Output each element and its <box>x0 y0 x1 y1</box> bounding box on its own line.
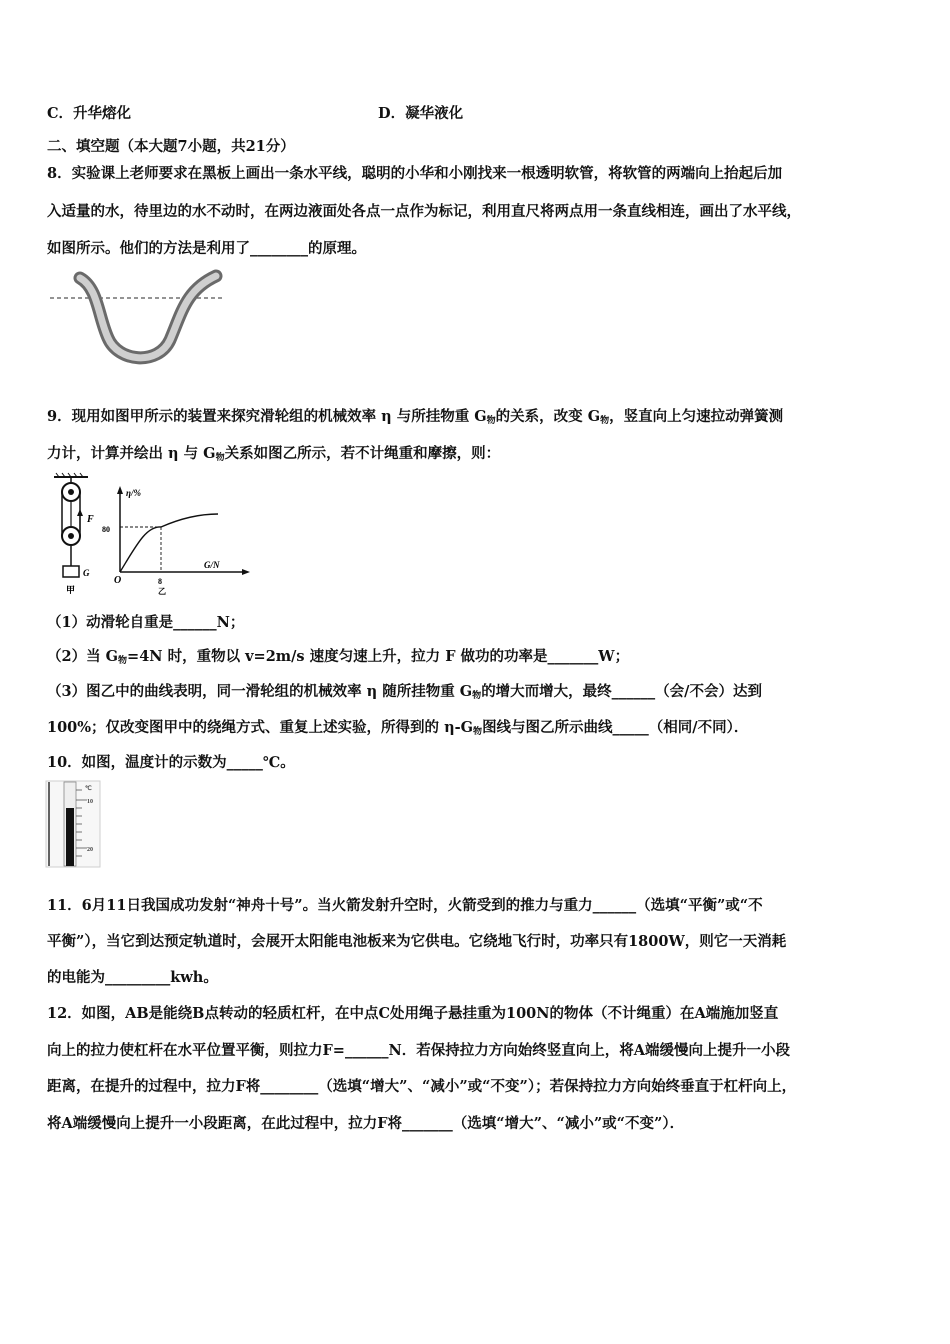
q9-line1: 9．现用如图甲所示的装置来探究滑轮组的机械效率 η 与所挂物重 $G_物$的关系，改变 $G_物$，竖直向上匀速拉动弹簧测 <box>47 408 784 426</box>
q12-line1: 12．如图，AB是能绕B点转动的轻质杠杆，在中点C处用绳子悬挂重为100N的物体（不计绳重）在A端施加竖直 <box>47 1005 779 1022</box>
force-label: F <box>87 514 94 525</box>
q9-sub2: （2）当 $G_物=4N$ 时，重物以 v=2m/s 速度匀速上升，拉力 F 做功的功率是_______W； <box>47 648 630 666</box>
origin-label: O <box>114 575 122 586</box>
q9-sub3-line1: （3）图乙中的曲线表明，同一滑轮组的机械效率 η 随所挂物重 $G_物$的增大而增大，最终______（会/不会）达到 <box>47 683 762 701</box>
q9-sub3-line2: 100%；仅改变图甲中的绕绳方式、重复上述实验，所得到的 $\eta-G_物$图线与图乙所示曲线_____（相同/不同）． <box>47 719 749 737</box>
q11-line2: 平衡”），当它到达预定轨道时，会展开太阳能电池板来为它供电。它绕地飞行时，功率只有1800W，则它一天消耗 <box>47 933 787 950</box>
q11-line1: 11．6月11日我国成功发射“神舟十号”。当火箭发射升空时，火箭受到的推力与重力______（选填“平衡”或“不 <box>47 897 763 914</box>
hose-inner <box>80 276 216 358</box>
q8-line2: 入适量的水，待里边的水不动时，在两边液面处各点一点作为标记，利用直尺将两点用一条直线相连，画出了水平线， <box>47 203 801 220</box>
q8-line1: 8．实验课上老师要求在黑板上画出一条水平线，聪明的小华和小刚找来一根透明软管，将软管的两端向上抬起后加 <box>47 165 783 182</box>
x-value-8: 8 <box>158 577 162 586</box>
q9-line2: 力计，计算并绘出 η 与 $G_物$关系如图乙所示，若不计绳重和摩擦，则： <box>47 445 501 463</box>
q8-line3: 如图所示。他们的方法是利用了________的原理。 <box>47 240 366 257</box>
thermo-tick-10: 10 <box>87 799 93 805</box>
weight-label: G <box>83 568 90 578</box>
liquid-column <box>66 808 74 866</box>
caption-yi: 乙 <box>158 587 166 596</box>
q12-line3: 距离，在提升的过程中，拉力F将________（选填“增大”、“减小”或“不变”）；若保持拉力方向始终垂直于杠杆向上， <box>47 1078 797 1095</box>
weight-block <box>63 566 79 577</box>
q10-line1: 10．如图，温度计的示数为_____℃。 <box>47 754 295 771</box>
u-tube-figure <box>46 268 226 376</box>
caption-jia: 甲 <box>66 585 76 595</box>
thermometer-figure <box>45 780 101 868</box>
y-axis-label: η/% <box>126 488 141 498</box>
q12-line2: 向上的拉力使杠杆在水平位置平衡，则拉力F=______N．若保持拉力方向始终竖直向上，将A端缓慢向上提升一小段 <box>47 1042 790 1059</box>
option-d: D．凝华液化 <box>378 105 464 122</box>
q11-line3: 的电能为_________kwh。 <box>47 969 218 986</box>
x-axis-label: G/N <box>204 560 220 570</box>
section-title: 二、填空题（本大题7小题，共21分） <box>47 138 295 155</box>
y-value-80: 80 <box>102 525 110 534</box>
thermo-unit: ℃ <box>85 786 92 792</box>
option-c: C．升华熔化 <box>47 105 132 122</box>
thermo-tick-20: 20 <box>87 847 93 853</box>
pulley-graph-figure <box>46 472 256 597</box>
q9-sub1: （1）动滑轮自重是______N； <box>47 614 245 631</box>
q12-line4: 将A端缓慢向上提升一小段距离，在此过程中，拉力F将_______（选填“增大”、“减小”或“不变”）． <box>47 1115 685 1132</box>
